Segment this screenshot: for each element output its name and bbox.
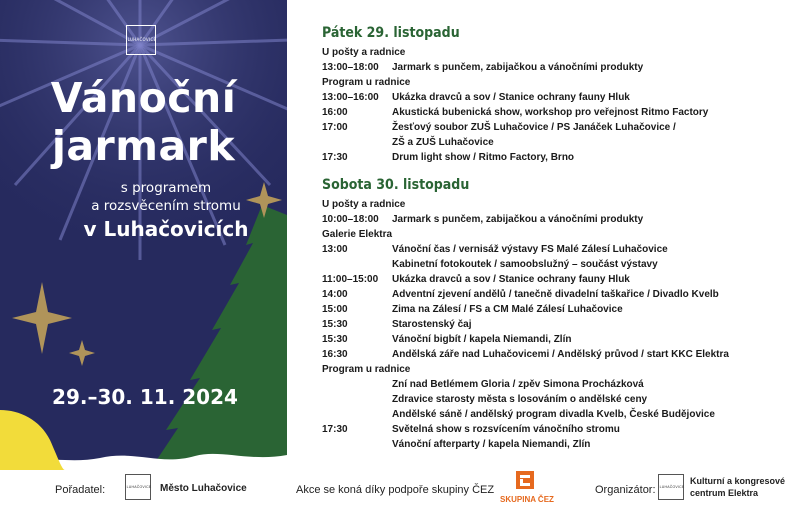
schedule-time: 10:00–18:00 xyxy=(322,214,379,225)
poster-panel xyxy=(0,0,287,470)
saturday-venue-gallery: Galerie Elektra xyxy=(322,229,393,240)
kkc-logo xyxy=(658,474,684,500)
poster-title-line2: jarmark xyxy=(51,122,236,170)
poster-dates: 29.–30. 11. 2024 xyxy=(52,385,238,409)
program-schedule xyxy=(322,24,792,452)
schedule-time: 17:30 xyxy=(322,152,348,163)
schedule-row xyxy=(322,287,792,302)
schedule-row xyxy=(322,212,792,227)
poster-subtitle-line1: s programem xyxy=(120,180,212,196)
schedule-time: 16:00 xyxy=(322,107,348,118)
friday-venue-post: U pošty a radnice xyxy=(322,47,406,58)
schedule-event: Zdravice starosty města s losováním o andělské ceny xyxy=(392,394,648,405)
schedule-event: Vánoční bigbít / kapela Niemandi, Zlín xyxy=(392,334,572,345)
schedule-row xyxy=(322,272,792,287)
schedule-time: 17:30 xyxy=(322,424,348,435)
friday-venue-townhall: Program u radnice xyxy=(322,77,411,88)
schedule-row xyxy=(322,317,792,332)
footer xyxy=(0,470,800,521)
schedule-event: ZŠ a ZUŠ Luhačovice xyxy=(392,137,494,148)
saturday-heading: Sobota 30. listopadu xyxy=(322,177,470,193)
poster-subtitle-line2: a rozsvěcením stromu xyxy=(91,198,241,214)
organizer-label: Pořadatel: xyxy=(55,484,106,496)
cez-logo-icon xyxy=(515,470,535,492)
poster-subtitle-line3: v Luhačovicích xyxy=(83,217,249,241)
schedule-row xyxy=(322,332,792,347)
poster-logo xyxy=(126,25,156,55)
schedule-row-continued xyxy=(322,407,792,422)
schedule-row-continued xyxy=(322,392,792,407)
schedule-row-continued xyxy=(322,437,792,452)
schedule-row xyxy=(322,60,792,75)
poster-logo-text: LUHAČOVICE xyxy=(127,37,157,42)
schedule-row xyxy=(322,302,792,317)
schedule-time: 15:30 xyxy=(322,319,348,330)
organizer-name: Město Luhačovice xyxy=(160,483,247,494)
support-text: Akce se koná díky podpoře skupiny ČEZ xyxy=(296,484,495,496)
schedule-event: Jarmark s punčem, zabijačkou a vánočními produkty xyxy=(392,62,644,73)
schedule-row xyxy=(322,150,792,165)
organizer2-label: Organizátor: xyxy=(595,484,656,496)
saturday-venue-post: U pošty a radnice xyxy=(322,199,406,210)
schedule-event: Andělské sáně / andělský program divadla Kvelb, České Budějovice xyxy=(392,409,715,420)
schedule-event: Světelná show s rozsvícením vánočního stromu xyxy=(392,424,620,435)
schedule-time: 16:30 xyxy=(322,349,348,360)
schedule-row xyxy=(322,120,792,135)
organizer2-name-line1: Kulturní a kongresové xyxy=(690,476,786,486)
schedule-row xyxy=(322,105,792,120)
kkc-logo-text: LUHAČOVICE xyxy=(659,485,685,489)
schedule-time: 13:00–16:00 xyxy=(322,92,379,103)
town-logo xyxy=(125,474,151,500)
schedule-event: Zní nad Betlémem Gloria / zpěv Simona Procházková xyxy=(392,379,644,390)
schedule-row-continued xyxy=(322,135,792,150)
friday-heading: Pátek 29. listopadu xyxy=(322,25,460,41)
schedule-event: Žesťový soubor ZUŠ Luhačovice / PS Janáček Luhačovice / xyxy=(392,122,676,133)
schedule-row xyxy=(322,347,792,362)
schedule-row-continued xyxy=(322,377,792,392)
schedule-time: 17:00 xyxy=(322,122,348,133)
schedule-event: Starostenský čaj xyxy=(392,319,472,330)
schedule-event: Vánoční čas / vernisáž výstavy FS Malé Zálesí Luhačovice xyxy=(392,244,668,255)
cez-logo-text: SKUPINA ČEZ xyxy=(500,495,554,504)
schedule-row xyxy=(322,422,792,437)
schedule-row-continued xyxy=(322,257,792,272)
organizer2-name-line2: centrum Elektra xyxy=(690,488,759,498)
schedule-time: 15:30 xyxy=(322,334,348,345)
schedule-event: Ukázka dravců a sov / Stanice ochrany fauny Hluk xyxy=(392,92,630,103)
schedule-time: 14:00 xyxy=(322,289,348,300)
schedule-event: Adventní zjevení andělů / tanečně divadelní taškařice / Divadlo Kvelb xyxy=(392,289,719,300)
town-logo-text: LUHAČOVICE xyxy=(126,485,152,489)
schedule-time: 11:00–15:00 xyxy=(322,274,379,285)
schedule-time: 15:00 xyxy=(322,304,348,315)
schedule-event: Drum light show / Ritmo Factory, Brno xyxy=(392,152,575,163)
schedule-event: Zima na Zálesí / FS a CM Malé Zálesí Luhačovice xyxy=(392,304,623,315)
schedule-time: 13:00–18:00 xyxy=(322,62,379,73)
saturday-venue-townhall: Program u radnice xyxy=(322,364,411,375)
schedule-event: Vánoční afterparty / kapela Niemandi, Zlín xyxy=(392,439,591,450)
schedule-event: Akustická bubenická show, workshop pro veřejnost Ritmo Factory xyxy=(392,107,709,118)
schedule-row xyxy=(322,90,792,105)
poster-title-line1: Vánoční xyxy=(50,74,237,122)
schedule-event: Ukázka dravců a sov / Stanice ochrany fauny Hluk xyxy=(392,274,630,285)
schedule-row xyxy=(322,242,792,257)
schedule-event: Andělská záře nad Luhačovicemi / Andělský průvod / start KKC Elektra xyxy=(392,349,729,360)
schedule-time: 13:00 xyxy=(322,244,348,255)
schedule-event: Jarmark s punčem, zabijačkou a vánočními produkty xyxy=(392,214,644,225)
schedule-event: Kabinetní fotokoutek / samoobslužný – součást výstavy xyxy=(392,259,658,270)
